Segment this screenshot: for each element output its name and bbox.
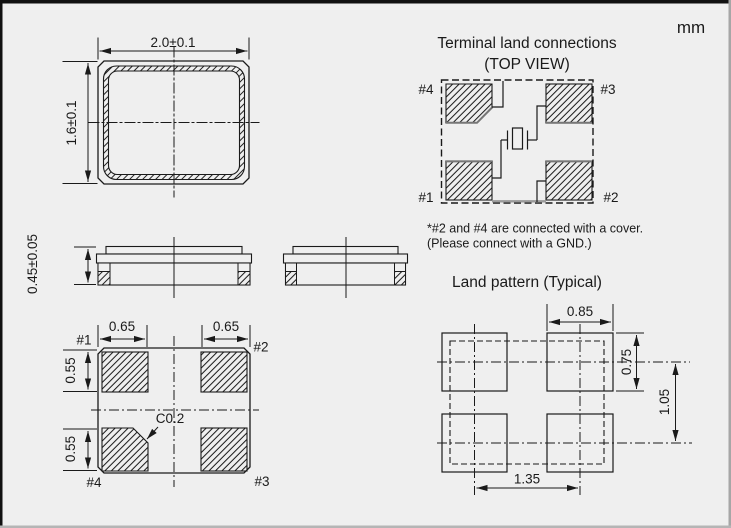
land-horizontal-pitch-dim-text: 1.35 (513, 471, 541, 487)
bottom-pad-label-3: #3 (254, 474, 270, 489)
top-view-width-dim-text: 2.0±0.1 (150, 35, 196, 50)
terminal-pad-label-2: #2 (603, 190, 619, 205)
land-vertical-pitch-dim-text: 1.05 (657, 388, 672, 416)
frame-left (0, 0, 3, 528)
terminal-pad-profile (286, 272, 297, 286)
land-pattern-title: Land pattern (Typical) (452, 274, 602, 291)
side-view-height-dim-text: 0.45±0.05 (25, 234, 40, 294)
chamfer-dim-text: C0.2 (155, 411, 185, 426)
land-pad-height-dim-text: 0.75 (619, 348, 634, 376)
note-line-1: *#2 and #4 are connected with a cover. (427, 221, 644, 236)
terminal-view-subtitle: (TOP VIEW) (484, 56, 570, 73)
land-pad-width-dim-text: 0.85 (566, 304, 594, 319)
bottom-pad-width-dim-left: 0.65 (108, 319, 136, 334)
unit-label: mm (676, 18, 706, 37)
terminal-pad-label-4: #4 (418, 82, 434, 97)
terminal-pad-label-1: #1 (418, 190, 434, 205)
bottom-pad-label-1: #1 (76, 332, 92, 348)
note-line-2: (Please connect with a GND.) (427, 236, 592, 251)
terminal-view-title: Terminal land connections (437, 35, 617, 52)
terminal-pad-3 (546, 84, 592, 123)
terminal-pad-1 (446, 161, 492, 200)
bottom-pad-2 (201, 352, 247, 392)
frame-top (0, 0, 731, 4)
terminal-pad-profile (98, 272, 110, 286)
crystal-body (513, 128, 523, 149)
bottom-pad-height-dim-bottom: 0.55 (63, 435, 78, 463)
bottom-pad-1 (102, 352, 148, 392)
bottom-pad-label-2: #2 (253, 339, 269, 355)
top-view-height-dim-text: 1.6±0.1 (64, 100, 79, 146)
terminal-pad-2 (546, 161, 592, 200)
bottom-pad-label-4: #4 (86, 475, 102, 490)
terminal-pad-label-3: #3 (600, 82, 616, 97)
bottom-pad-width-dim-right: 0.65 (212, 319, 240, 334)
bottom-pad-3 (201, 428, 247, 471)
bottom-pad-height-dim-top: 0.55 (63, 357, 78, 384)
terminal-pad-profile (395, 272, 406, 286)
terminal-pad-profile (238, 272, 250, 286)
